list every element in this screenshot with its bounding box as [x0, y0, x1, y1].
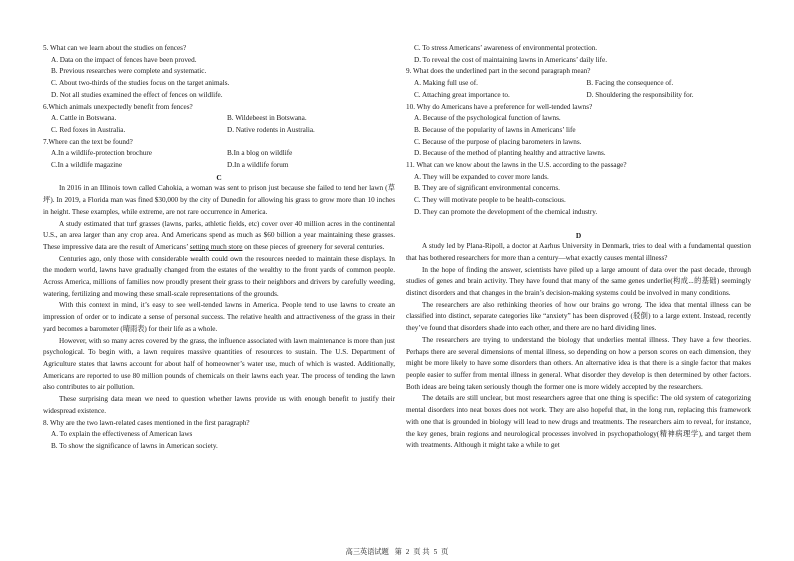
passage-c-paragraph-6: These surprising data mean we need to question whether lawns provide us with enough benefit to justify their widespread existence. [43, 395, 395, 415]
passage-d-paragraph-5: The details are still unclear, but most researchers agree that one thing is specific: The old system of categorizing mental disorders into neat boxes does not work. They are also hopeful that, in the long run, replacing this framework with one that is grounded in biology will lead to new drugs and treatments. The researchers aim to reveal, for instance, the key genes, brain regions and neurological processes involved in psychopathology(精神病理学), and target them with treatments. Although it might take a while to get [406, 394, 751, 450]
passage-c-paragraph-4: With this context in mind, it’s easy to see well-tended lawns in America. People tend to use lawns to create an impression of order or to indicate a sense of personal success. The relative health and attractiveness of the grass in their yard becomes a barometer (晴雨表) for their life as a whole. [43, 301, 395, 333]
footer-total-pages: 5 [433, 548, 438, 556]
question-5-option-b: B. Previous researches were complete and systematic. [51, 67, 207, 76]
footer-page-suffix: 页 [441, 548, 449, 556]
question-11-option-a: A. They will be expanded to cover more lands. [414, 172, 549, 181]
question-7-stem: 7.Where can the text be found? [43, 137, 133, 146]
question-9-option-c: C. Attaching great importance to. [414, 90, 510, 99]
question-9-options-row-1 [406, 78, 751, 90]
question-11-option-b: B. They are of significant environmental concerns. [414, 184, 560, 193]
passage-c-paragraph-2 [43, 219, 395, 254]
passage-d-paragraph-1: A study led by Plana-Ripoll, a doctor at Aarhus University in Denmark, tries to deal with a fundamental question that has bothered researchers for more than a century—what exactly causes mental illness? [406, 242, 751, 262]
question-7-options-row-2 [43, 160, 395, 172]
question-10-option-d: D. Because of the method of planting healthy and attractive lawns. [414, 149, 606, 158]
question-8-option-c: C. To stress Americans’ awareness of environmental protection. [414, 44, 598, 52]
question-10-option-c: C. Because of the purpose of placing barometers in lawns. [414, 137, 582, 146]
passage-c-paragraph-5: However, with so many acres covered by the grass, the influence associated with lawn maintenance is more than just psychological. To begin with, a lawn requires massive quantities of resources to sustain. The U.S. Department of Agriculture states that lawns account for about half of homeowner’s water use, much of which is wasted. Additionally, Americans are reported to use 80 million pounds of chemicals on their lawns each year. The process of tending the lawn also contributes to air pollution. [43, 336, 395, 392]
question-7-option-b: B.In a blog on wildlife [227, 149, 293, 158]
question-7-option-d: D.In a wildlife forum [227, 161, 289, 170]
question-9-option-b: B. Facing the consequence of. [586, 79, 674, 88]
question-9-options-row-2 [406, 90, 751, 102]
question-6-option-a: A. Cattle in Botswana. [51, 114, 117, 123]
underlined-phrase: setting much store [189, 242, 243, 251]
left-column [43, 43, 395, 453]
passage-d-paragraph-3: The researchers are also rethinking theories of how our brains go wrong. The idea that mental illness can be classified into distinct, separate categories like “anxiety” has been disproved (驳倒) to a large extent. Instead, recently they’ve found that disorders shade into each other, and there are no hard dividing lines. [406, 300, 751, 333]
passage-c-paragraph-3: Centuries ago, only those with considerable wealth could own the resources needed to maintain these displays. In the modern world, lawns have gradually changed from the estates of the wealthy to the front yards of common people. Across America, millions of families now proudly present their grass to their neighbors and drivers by carefully weeding, watering, fertilizing and mowing these small-scale representations of the grounds. [43, 254, 395, 298]
question-10-option-a: A. Because of the psychological function of lawns. [414, 114, 561, 123]
question-6-stem: 6.Which animals unexpectedly benefit from fences? [43, 102, 193, 111]
footer-page-mid: 页 共 [413, 548, 430, 556]
question-6-options-row-1 [43, 113, 395, 125]
question-6-options-row-2 [43, 125, 395, 137]
question-10-option-b: B. Because of the popularity of lawns in Americans’ life [414, 125, 576, 134]
question-8-option-a: A. To explain the effectiveness of American laws [51, 430, 193, 439]
question-11-option-c: C. They will motivate people to be health-conscious. [414, 196, 566, 205]
section-c-heading: C [216, 172, 222, 182]
question-6-option-b: B. Wildebeest in Botswana. [227, 114, 307, 123]
question-5-option-d: D. Not all studies examined the effect of fences on wildlife. [51, 90, 223, 99]
question-9-stem: 9. What does the underlined part in the second paragraph mean? [406, 67, 591, 76]
question-6-option-d: D. Native rodents in Australia. [227, 125, 315, 134]
page-footer [0, 547, 794, 557]
passage-c-paragraph-2-start: A study estimated that turf grasses (lawns, parks, athletic fields, etc) cover over 40 million acres in the continental U.S., an area larger than any crop area. And Americans spend as much as $60 billion a year maintaining these grasses. These impressive data are the result of Americans’ [43, 219, 395, 251]
question-7-option-a: A.In a wildlife-protection brochure [51, 149, 152, 158]
question-5-option-a: A. Data on the impact of fences have been proved. [51, 55, 197, 64]
question-6-option-c: C. Red foxes in Australia. [51, 125, 126, 134]
question-8-option-d: D. To reveal the cost of maintaining lawns in Americans’ daily life. [414, 55, 608, 64]
section-d-heading: D [575, 230, 582, 240]
footer-page-prefix: 第 [394, 548, 402, 556]
passage-d-paragraph-4: The researchers are trying to understand the biology that underlies mental illness. They have a few theories. Perhaps there are several dimensions of mental illness, so depending on how a person scores on each dimension, they might be more likely to have some disorders than others. An alternative idea is that there is a single factor that makes people easier to suffer from mental illness in general. What disorder they develop is then determined by other factors. Both ideas are being taken seriously though the former one is more widely accepted by the researchers. [406, 335, 751, 391]
question-7-options-row-1 [43, 148, 395, 160]
footer-subject: 高三英语试题 [345, 548, 389, 556]
question-9-option-d: D. Shouldering the responsibility for. [586, 90, 694, 99]
question-8-stem: 8. Why are the two lawn-related cases mentioned in the first paragraph? [43, 418, 250, 427]
passage-d-paragraph-2: In the hope of finding the answer, scientists have piled up a large amount of data over the past decade, through studies of genes and brain activity. They have found that many of the same genes underlie(构成...的基础) seemingly distinct disorders and that changes in the brain’s decision-making systems could be involved in many conditions. [406, 265, 751, 298]
question-10-stem: 10. Why do Americans have a preference for well-tended lawns? [406, 102, 593, 111]
question-5-option-c: C. About two-thirds of the studies focus on the target animals. [51, 79, 230, 88]
passage-c-paragraph-1: In 2016 in an Illinois town called Cahokia, a woman was sent to prison just because she failed to tend her lawn (草坪). In 2019, a Florida man was fined $30,000 by the city of Dunedin for allowing his grass to grow more than 10 inches in height. These examples, while extreme, are not rare occurrence in America. [43, 184, 395, 216]
question-9-option-a: A. Making full use of. [414, 79, 478, 88]
question-11-option-d: D. They can promote the development of the chemical industry. [414, 207, 598, 216]
question-7-option-c: C.In a wildlife magazine [51, 161, 123, 170]
right-column [406, 43, 751, 452]
question-5-stem: 5. What can we learn about the studies on fences? [43, 44, 187, 52]
question-8-option-b: B. To show the significance of lawns in American society. [51, 441, 218, 450]
footer-page-number: 2 [405, 548, 410, 556]
question-11-stem: 11. What can we know about the lawns in the U.S. according to the passage? [406, 161, 627, 170]
passage-c-paragraph-2-end: on these pieces of greenery for several centuries. [242, 242, 385, 251]
